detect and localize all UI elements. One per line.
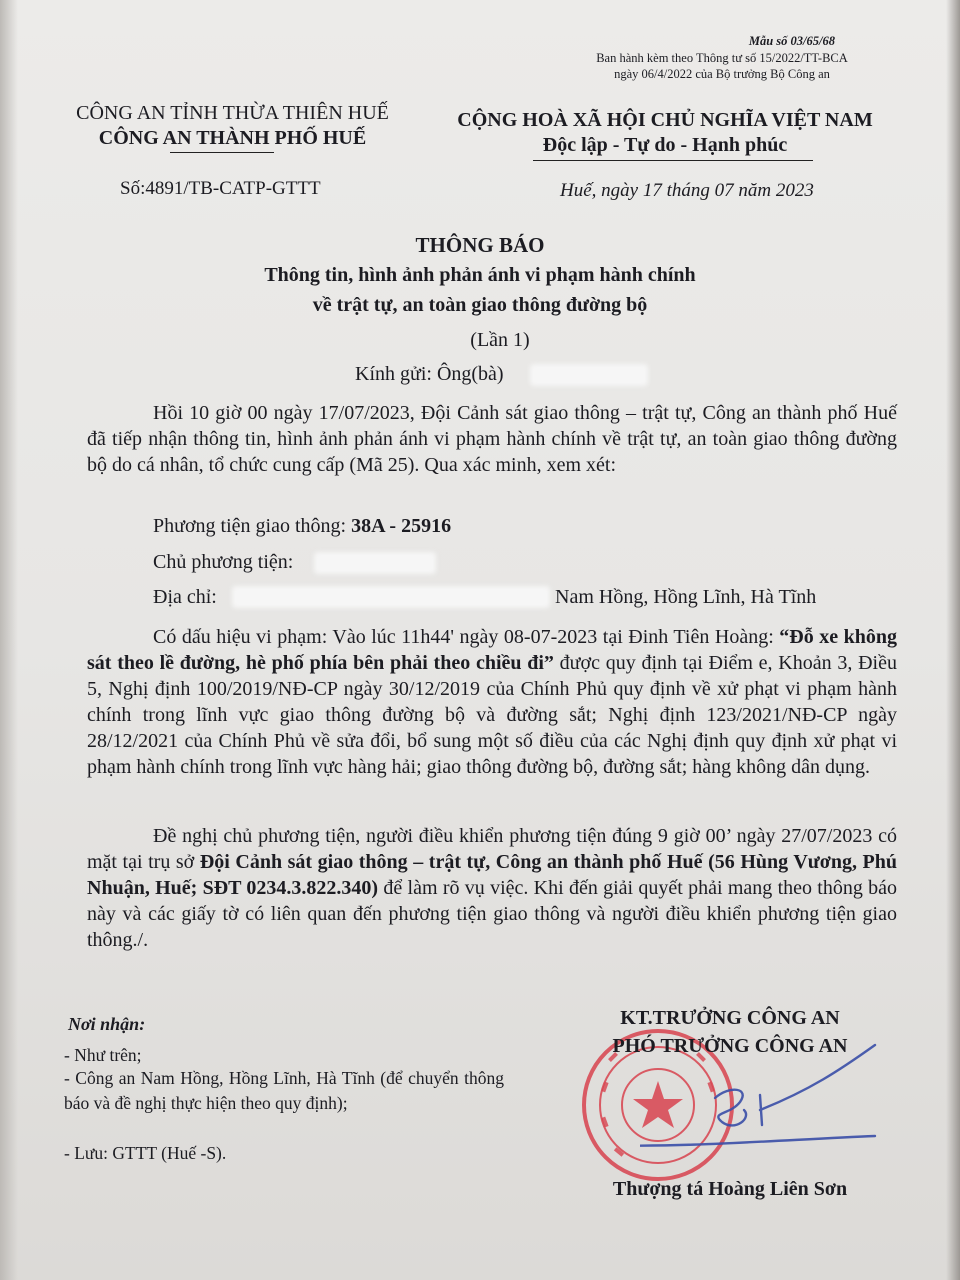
vehicle-label: Phương tiện giao thông:: [153, 515, 352, 537]
form-number: Mẫu số 03/65/68: [748, 34, 835, 48]
violation-intro: Có dấu hiệu vi phạm: Vào lúc 11h44' ngày 08-07-2023 tại Đinh Tiên Hoàng:: [153, 626, 780, 648]
document-subtitle-line2: về trật tự, an toàn giao thông đường bộ: [312, 294, 648, 316]
handwritten-signature-icon: [640, 1040, 890, 1160]
violation-paragraph: [87, 624, 897, 780]
notice-turn: (Lần 1): [470, 329, 530, 351]
recipients-item-2: - Công an Nam Hồng, Hồng Lĩnh, Hà Tĩnh (để chuyển thông báo và đề nghị thực hiện theo quy định);: [64, 1068, 504, 1113]
place-date: Huế, ngày 17 tháng 07 năm 2023: [560, 180, 814, 201]
address-field: [153, 586, 217, 609]
form-reference-line2: ngày 06/4/2022 của Bộ trưởng Bộ Công an: [614, 67, 830, 81]
nation-title: CỘNG HOÀ XÃ HỘI CHỦ NGHĨA VIỆT NAM: [457, 109, 873, 131]
request-office: Đội Cảnh sát giao thông – trật tự, Công an thành phố Huế (56 Hùng Vương, Phú Nhuận, Huế; SĐT 0234.3.822.340): [87, 851, 897, 899]
owner-label: Chủ phương tiện:: [153, 551, 294, 573]
motto-underline: [533, 160, 813, 161]
recipients-title: Nơi nhận:: [68, 1014, 146, 1034]
redacted-address: [232, 586, 550, 608]
document-number: Số:4891/TB-CATP-GTTT: [120, 178, 321, 199]
document-subtitle-line1: Thông tin, hình ảnh phản ánh vi phạm hành chính: [264, 264, 696, 286]
recipients-item-3: - Lưu: GTTT (Huế -S).: [64, 1143, 227, 1163]
signature-title-line2: PHÓ TRƯỞNG CÔNG AN: [612, 1035, 848, 1057]
address-label: Địa chỉ:: [153, 586, 217, 608]
document-title: THÔNG BÁO: [415, 233, 545, 257]
form-reference-line1: Ban hành kèm theo Thông tư số 15/2022/TT-BCA: [596, 51, 848, 65]
owner-field: [153, 551, 293, 574]
address-visible: Nam Hồng, Hồng Lĩnh, Hà Tĩnh: [555, 586, 817, 608]
intro-paragraph: Hồi 10 giờ 00 ngày 17/07/2023, Đội Cảnh sát giao thông – trật tự, Công an thành phố Huế đã tiếp nhận thông tin, hình ảnh phản ánh vi phạm hành chính về trật tự, an toàn giao thông đường bộ do cá nhân, tổ chức cung cấp (Mã 25). Qua xác minh, xem xét:: [87, 402, 897, 476]
recipient-label: Kính gửi: Ông(bà): [355, 363, 504, 385]
org-name-underline: [170, 152, 274, 153]
vehicle-plate: 38A - 25916: [351, 515, 452, 537]
request-paragraph: [87, 823, 897, 953]
org-name: CÔNG AN THÀNH PHỐ HUẾ: [98, 127, 367, 149]
signer-name: Thượng tá Hoàng Liên Sơn: [612, 1178, 848, 1200]
signature-title-line1: KT.TRƯỞNG CÔNG AN: [620, 1007, 840, 1029]
vehicle-field: [153, 515, 451, 538]
redacted-recipient-name: [530, 364, 648, 386]
request-start: Đề nghị chủ phương tiện, người điều khiển phương tiện đúng 9 giờ 00’ ngày 27/07/2023 có mặt tại trụ sở: [87, 825, 897, 873]
recipient-line: [355, 363, 504, 386]
page-edge-shadow-left: [0, 0, 18, 1280]
violation-legal-basis: được quy định tại Điểm e, Khoản 3, Điều 5, Nghị định 100/2019/NĐ-CP ngày 30/12/2019 của Chính Phủ quy định về xử phạt vi phạm hành chính trong lĩnh vực giao thông đường bộ và đường sắt; Nghị định 123/2021/NĐ-CP ngày 28/12/2021 của Chính Phủ về sửa đổi, bổ sung một số điều của các Nghị định quy định xử phạt vi phạm hành chính trong lĩnh vực hàng hải; giao thông đường bộ, đường sắt; hàng không dân dụng.: [87, 652, 897, 778]
nation-motto: Độc lập - Tự do - Hạnh phúc: [542, 134, 788, 156]
org-parent: CÔNG AN TỈNH THỪA THIÊN HUẾ: [76, 102, 389, 124]
page-edge-shadow-right: [946, 0, 960, 1280]
violation-quote: “Đỗ xe không sát theo lề đường, hè phố phía bên phải theo chiều đi”: [87, 626, 897, 674]
form-reference: [572, 50, 872, 82]
redacted-owner-name: [314, 552, 436, 574]
request-end: để làm rõ vụ việc. Khi đến giải quyết phải mang theo thông báo này và các giấy tờ có liên quan đến phương tiện giao thông và người điều khiển phương tiện giao thông./.: [87, 877, 898, 951]
recipients-item-1: - Như trên;: [64, 1045, 142, 1065]
